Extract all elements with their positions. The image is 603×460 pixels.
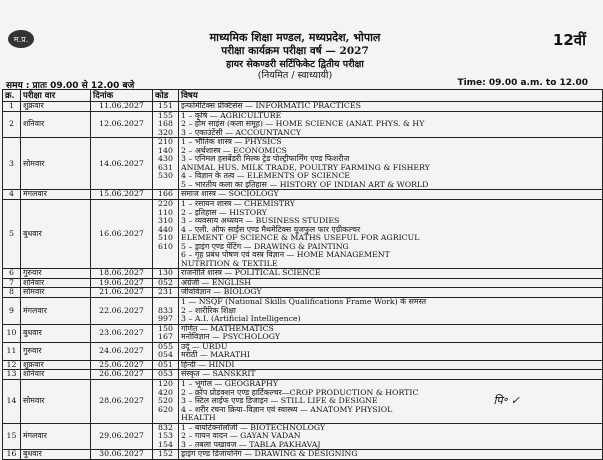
row-day: मंगलवार xyxy=(21,423,91,450)
table-row xyxy=(3,200,603,269)
row-date: 12.06.2027 xyxy=(91,111,153,138)
subject-code: 051 xyxy=(158,359,173,369)
subject-name: 3 – व्यवसाय अध्ययन — BUSINESS STUDIES xyxy=(181,216,340,226)
subject-name: 3 – तबला पखावज — TABLA PAKHAVAJ xyxy=(181,439,321,449)
subject-name: ELEMENT OF SCIENCE & MATHS USEFUL FOR AGRICUL xyxy=(181,233,420,243)
row-serial: 16 xyxy=(3,450,21,460)
table-row xyxy=(3,360,603,370)
subject-name: हिन्दी — HINDI xyxy=(181,359,235,369)
row-serial: 1 xyxy=(3,102,21,112)
row-codes xyxy=(153,342,179,360)
table-row xyxy=(3,138,603,190)
subject-name: गणित — MATHEMATICS xyxy=(181,323,274,333)
subject-code: 110 xyxy=(158,207,173,217)
row-day: बुधवार xyxy=(21,324,91,342)
row-serial: 2 xyxy=(3,111,21,138)
row-serial: 15 xyxy=(3,423,21,450)
table-row xyxy=(3,370,603,380)
subject-name: 5 – भारतीय कला का इतिहास — HISTORY OF INDIAN ART & WORLD xyxy=(181,179,429,189)
header-subject: विषय xyxy=(179,90,603,102)
table-row xyxy=(3,324,603,342)
subject-code: 055 xyxy=(158,341,173,351)
subject-code: 153 xyxy=(158,431,173,441)
subject-name: अंग्रेजी — ENGLISH xyxy=(181,277,252,287)
row-codes xyxy=(153,111,179,138)
class-label: 12वीं xyxy=(552,31,586,49)
row-serial: 11 xyxy=(3,342,21,360)
subject-code: 052 xyxy=(158,277,173,287)
time-hindi: समय : प्रातः 09.00 से 12.00 बजे xyxy=(6,81,135,91)
table-row xyxy=(3,450,603,460)
subject-name: 2 – शारीरिक शिक्षा xyxy=(181,305,236,315)
subject-code: 833 xyxy=(158,305,173,315)
exam-title: हायर सेकण्डरी सर्टिफिकेट द्वितीय परीक्षा xyxy=(226,59,364,70)
subject-code: 054 xyxy=(158,350,173,360)
row-subjects xyxy=(179,111,603,138)
subject-code: 440 xyxy=(158,224,173,234)
row-day: शनिवार xyxy=(21,370,91,380)
subject-name: 3 – A.I. (Artificial Intelligence) xyxy=(181,314,301,324)
subject-code: 152 xyxy=(158,449,173,459)
table-row xyxy=(3,111,603,138)
row-subjects xyxy=(179,450,603,460)
subject-code: 120 xyxy=(158,378,173,388)
row-subjects xyxy=(179,423,603,450)
row-serial: 4 xyxy=(3,190,21,200)
row-codes xyxy=(153,200,179,269)
subject-name: 2 – क्रॉप प्रोडक्शन एण्ड हार्टिकल्चर—CROP PRODUCTION & HORTIC xyxy=(181,387,419,397)
subject-code: 310 xyxy=(158,216,173,226)
subject-code: 167 xyxy=(158,332,173,342)
subject-code-blank xyxy=(155,251,176,260)
signature: पि॰ ✓ xyxy=(493,394,520,407)
row-serial: 6 xyxy=(3,269,21,279)
table-row xyxy=(3,423,603,450)
subject-code: 155 xyxy=(158,110,173,120)
subject-name: संस्कृत — SANSKRIT xyxy=(181,369,256,379)
row-subjects xyxy=(179,269,603,279)
row-day: मंगलवार xyxy=(21,190,91,200)
row-date: 16.06.2027 xyxy=(91,200,153,269)
row-date: 15.06.2027 xyxy=(91,190,153,200)
subject-name: 2 – गायन वादन — GAYAN VADAN xyxy=(181,431,301,441)
row-day: बुधवार xyxy=(21,200,91,269)
row-day: शुक्रवार xyxy=(21,102,91,112)
row-day: बुधवार xyxy=(21,450,91,460)
subject-code: 150 xyxy=(158,323,173,333)
row-date: 14.06.2027 xyxy=(91,138,153,190)
subject-name: 3 – एनिमल हसबेंडरी मिल्क ट्रेड पोल्ट्रीफार्मिंग एण्ड फिशरीज xyxy=(181,154,350,164)
subject-name: 6 – गृह प्रबंध पोषण एवं वस्त्र विज्ञान — HOME MANAGEMENT xyxy=(181,250,390,260)
row-codes xyxy=(153,138,179,190)
subject-name: 1 – रसायन शास्त्र — CHEMISTRY xyxy=(181,199,295,209)
subject-name: मराठी — MARATHI xyxy=(181,350,250,360)
subject-code: 997 xyxy=(158,314,173,324)
header xyxy=(0,0,590,81)
subject-code: 140 xyxy=(158,145,173,155)
row-day: मंगलवार xyxy=(21,298,91,325)
exam-type: (नियमित / स्वाध्यायी) xyxy=(257,70,333,81)
row-serial: 3 xyxy=(3,138,21,190)
row-day: शुक्रवार xyxy=(21,360,91,370)
subject-code: 520 xyxy=(158,396,173,406)
subject-name: 2 – होम साइंस (कला समूह) — HOME SCIENCE (ANAT. PHYS. & HY xyxy=(181,119,425,129)
subject-code: 210 xyxy=(158,137,173,147)
subject-code: 168 xyxy=(158,119,173,129)
subject-name: समाज शास्त्र — SOCIOLOGY xyxy=(181,189,279,199)
subject-name: 1 – भूगोल — GEOGRAPHY xyxy=(181,378,278,388)
table-row xyxy=(3,298,603,325)
subject-code: 166 xyxy=(158,189,173,199)
row-date: 19.06.2027 xyxy=(91,278,153,288)
subject-name: 4 – शरीर रचना क्रिया–विज्ञान एवं स्वास्थ्य — ANATOMY PHYSIOL xyxy=(181,404,393,414)
row-codes xyxy=(153,269,179,279)
row-serial: 12 xyxy=(3,360,21,370)
subject-name: 2 – इतिहास — HISTORY xyxy=(181,207,267,217)
row-date: 29.06.2027 xyxy=(91,423,153,450)
subject-code: 320 xyxy=(158,127,173,137)
row-serial: 5 xyxy=(3,200,21,269)
row-serial: 7 xyxy=(3,278,21,288)
row-date: 22.06.2027 xyxy=(91,298,153,325)
header-code: कोड xyxy=(153,90,179,102)
subject-name: NUTRITION & TEXTILE xyxy=(181,258,278,268)
row-serial: 8 xyxy=(3,288,21,298)
row-date: 26.06.2027 xyxy=(91,370,153,380)
subject-code: 620 xyxy=(158,404,173,414)
row-date: 24.06.2027 xyxy=(91,342,153,360)
table-row xyxy=(3,269,603,279)
row-subjects xyxy=(179,342,603,360)
row-codes xyxy=(153,324,179,342)
subject-code: 420 xyxy=(158,387,173,397)
board-name: माध्यमिक शिक्षा मण्डल, मध्यप्रदेश, भोपाल xyxy=(209,31,381,44)
subject-name: 1 – भौतिक शास्त्र — PHYSICS xyxy=(181,137,282,147)
row-serial: 9 xyxy=(3,298,21,325)
row-subjects xyxy=(179,102,603,112)
exam-year-title: परीक्षा कार्यक्रम परीक्षा वर्ष — 2027 xyxy=(221,45,369,57)
subject-code: 631 xyxy=(158,162,173,172)
subject-code-blank xyxy=(155,414,176,423)
subject-name: मनोविज्ञान — PSYCHOLOGY xyxy=(181,332,281,342)
row-codes xyxy=(153,102,179,112)
subject-name: 3 – एकाउंटेंसी — ACCOUNTANCY xyxy=(181,127,302,137)
row-serial: 13 xyxy=(3,370,21,380)
table-row xyxy=(3,278,603,288)
subject-code-blank xyxy=(155,181,176,190)
subject-code: 231 xyxy=(158,287,173,297)
row-codes xyxy=(153,423,179,450)
row-day: शनिवार xyxy=(21,278,91,288)
subject-name: 1 – कृषि — AGRICULTURE xyxy=(181,110,282,120)
subject-name: 4 – एली. ऑफ साईस एण्ड मैथमेटिक्स यूजफुल फार एग्रीकल्चर xyxy=(181,224,361,234)
subject-name: इन्फोर्मेटिक्स प्रेक्टिसेस — INFORMATIC PRACTICES xyxy=(181,101,361,110)
row-subjects xyxy=(179,324,603,342)
table-row xyxy=(3,102,603,112)
row-day: गुरुवार xyxy=(21,342,91,360)
subject-name: ड्राइंग एण्ड डिजायनिंग — DRAWING & DESIGNING xyxy=(181,449,358,459)
header-date: दिनांक xyxy=(91,90,153,102)
subject-code: 610 xyxy=(158,241,173,251)
row-day: सोमवार xyxy=(21,379,91,423)
row-subjects xyxy=(179,379,603,423)
row-date: 21.06.2027 xyxy=(91,288,153,298)
row-serial: 14 xyxy=(3,379,21,423)
subject-code: 151 xyxy=(158,101,173,110)
row-serial: 10 xyxy=(3,324,21,342)
subject-name: जीवविज्ञान — BIOLOGY xyxy=(181,287,262,297)
row-subjects xyxy=(179,200,603,269)
row-date: 30.06.2027 xyxy=(91,450,153,460)
table-row xyxy=(3,190,603,200)
subject-code: 530 xyxy=(158,171,173,181)
header-day: परीक्षा वार xyxy=(21,90,91,102)
row-date: 18.06.2027 xyxy=(91,269,153,279)
time-bar xyxy=(0,78,590,89)
subject-name: उर्दू — URDU xyxy=(181,341,228,351)
subject-name: 5 – ड्राइंग एण्ड पेंटिंग — DRAWING & PAINTING xyxy=(181,241,349,251)
row-date: 11.06.2027 xyxy=(91,102,153,112)
row-date: 23.06.2027 xyxy=(91,324,153,342)
subject-name: HEALTH xyxy=(181,413,216,423)
subject-name: 1 – बायोटेक्नोलॉजी — BIOTECHNOLOGY xyxy=(181,422,326,432)
board-seal-icon: म.प्र. xyxy=(8,30,34,48)
row-subjects xyxy=(179,298,603,325)
subject-code-blank xyxy=(155,260,176,269)
row-day: सोमवार xyxy=(21,288,91,298)
time-english: Time: 09.00 a.m. to 12.00 xyxy=(457,78,588,88)
subject-code: 430 xyxy=(158,154,173,164)
row-date: 28.06.2027 xyxy=(91,379,153,423)
table-header-row xyxy=(3,90,603,102)
subject-name: 1 — NSQF (National Skills Qualifications Frame Work) के समस्त xyxy=(181,297,427,307)
subject-code: 832 xyxy=(158,422,173,432)
row-day: शनिवार xyxy=(21,111,91,138)
row-date: 25.06.2027 xyxy=(91,360,153,370)
subject-name: ANIMAL HUS. MILK TRADE, POULTRY FARMING & FISHERY xyxy=(181,162,430,172)
subject-name: 3 – स्टिल लाईफ एण्ड डिजाइन — STILL LIFE & DESIGNE xyxy=(181,396,378,406)
subject-name: 4 – विज्ञान के तत्व — ELEMENTS OF SCIENCE xyxy=(181,171,350,181)
table-row xyxy=(3,342,603,360)
subject-code: 510 xyxy=(158,233,173,243)
subject-name: राजनीति शास्त्र — POLITICAL SCIENCE xyxy=(181,268,321,278)
row-day: सोमवार xyxy=(21,138,91,190)
row-subjects xyxy=(179,138,603,190)
row-codes xyxy=(153,379,179,423)
row-day: गुरुवार xyxy=(21,269,91,279)
subject-name: 2 – अर्थशास्त्र — ECONOMICS xyxy=(181,145,287,155)
subject-code: 220 xyxy=(158,199,173,209)
subject-code: 130 xyxy=(158,268,173,278)
row-codes xyxy=(153,288,179,298)
subject-code: 154 xyxy=(158,439,173,449)
subject-code: 053 xyxy=(158,369,173,379)
row-codes xyxy=(153,450,179,460)
row-codes xyxy=(153,298,179,325)
header-serial: क्र. xyxy=(3,90,21,102)
